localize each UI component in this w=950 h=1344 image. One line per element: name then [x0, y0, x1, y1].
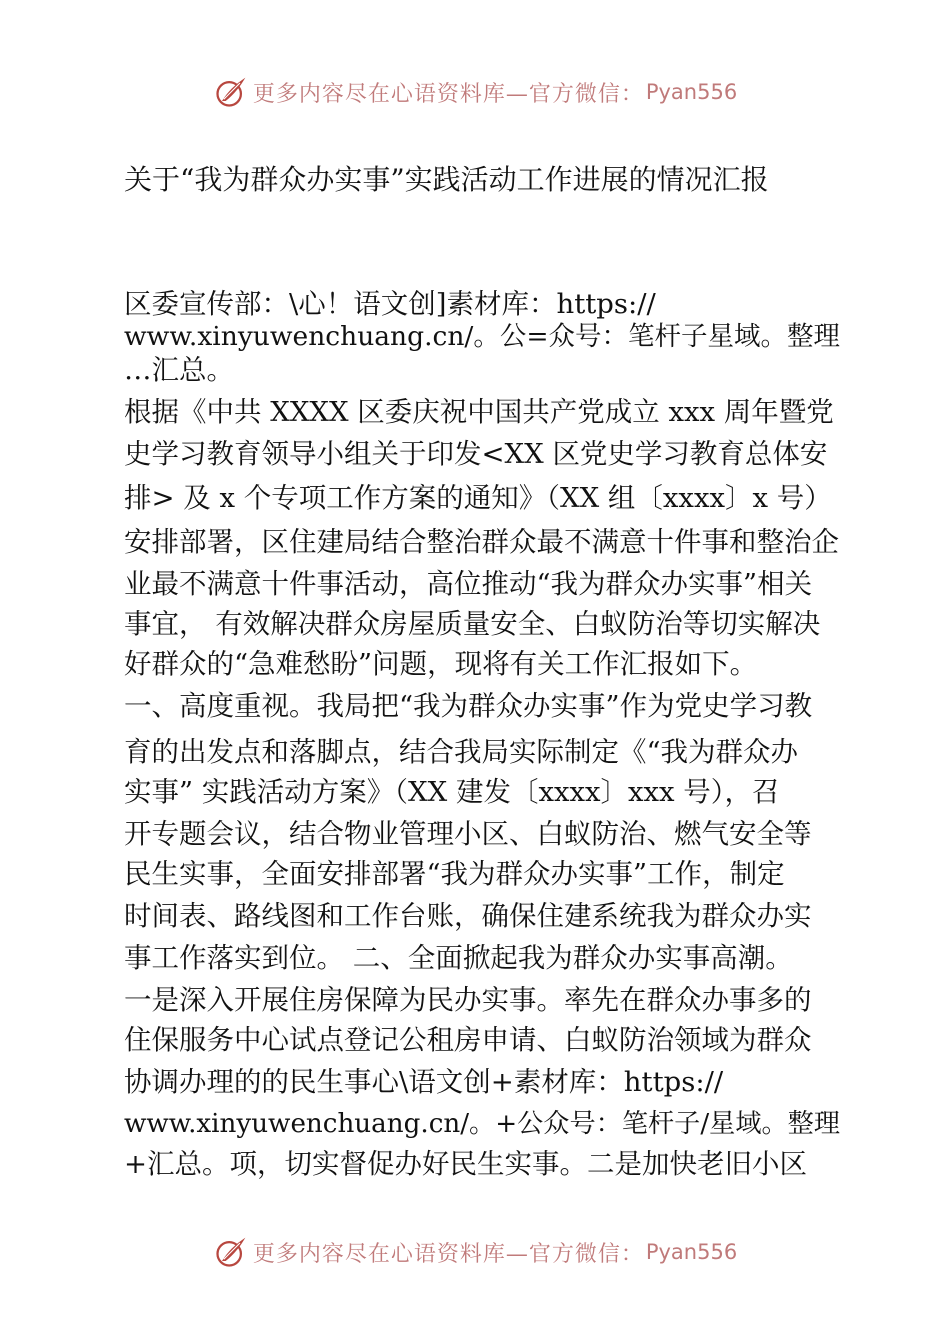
body-line: 根据《中共 XXXX 区委庆祝中国共产党成立 xxx 周年暨党 — [124, 396, 834, 428]
body-line: …汇总。 — [124, 354, 234, 386]
body-line: www.xinyuwenchuang.cn/。+公众号：笔杆子/星域。整理 — [124, 1109, 841, 1139]
header-banner-text: 更多内容尽在心语资料库—官方微信： — [252, 81, 644, 107]
body-line: 安排部署，区住建局结合整治群众最不满意十件事和整治企 — [124, 526, 839, 558]
body-line: 时间表、路线图和工作台账，确保住建系统我为群众办实 — [124, 900, 812, 932]
footer-banner-text: 更多内容尽在心语资料库—官方微信： — [252, 1241, 644, 1267]
body-line: 史学习教育领导小组关于印发<XX 区党史学习教育总体安 — [124, 438, 828, 470]
body-line: www.xinyuwenchuang.cn/。公=众号：笔杆子星域。整理 — [124, 321, 841, 352]
body-line: 好群众的“急难愁盼”问题，现将有关工作汇报如下。 — [124, 648, 758, 680]
body-line: 事宜， 有效解决群众房屋质量安全、白蚁防治等切实解决 — [124, 608, 821, 640]
body-line: 事工作落实到位。 二、全面掀起我为群众办实事高潮。 — [124, 942, 793, 974]
body-line: 实事” 实践活动方案》（XX 建发〔xxxx〕xxx 号），召 — [124, 776, 780, 808]
body-line: 业最不满意十件事活动，高位推动“我为群众办实事”相关 — [124, 568, 813, 600]
body-line: 区委宣传部：\心！语文创]素材库：https:// — [124, 288, 656, 320]
body-line: 排> 及 x 个专项工作方案的通知》（XX 组〔xxxx〕x 号） — [124, 482, 832, 514]
document-title: 关于“我为群众办实事”实践活动工作进展的情况汇报 — [124, 163, 769, 196]
body-line: 一是深入开展住房保障为民办实事。率先在群众办事多的 — [124, 984, 812, 1016]
body-line: 住保服务中心试点登记公租房申请、白蚁防治领域为群众 — [124, 1024, 812, 1056]
footer-banner-account: Pyan556 — [645, 1240, 738, 1264]
body-line: +汇总。项，切实督促办好民生实事。二是加快老旧小区 — [124, 1148, 808, 1180]
body-line: 开专题会议，结合物业管理小区、白蚁防治、燃气安全等 — [124, 818, 812, 850]
body-line: 民生实事，全面安排部署“我为群众办实事”工作，制定 — [124, 858, 785, 890]
footer-banner — [0, 1232, 950, 1272]
header-banner — [0, 72, 950, 112]
body-line: 育的出发点和落脚点，结合我局实际制定《“我为群众办 — [124, 736, 799, 768]
body-line: 协调办理的的民生事心\语文创+素材库：https:// — [124, 1066, 724, 1098]
feather-quill-logo-icon — [213, 1234, 249, 1270]
header-banner-account: Pyan556 — [645, 80, 738, 104]
feather-quill-logo-icon — [213, 74, 249, 110]
body-line: 一、高度重视。我局把“我为群众办实事”作为党史学习教 — [124, 690, 813, 722]
